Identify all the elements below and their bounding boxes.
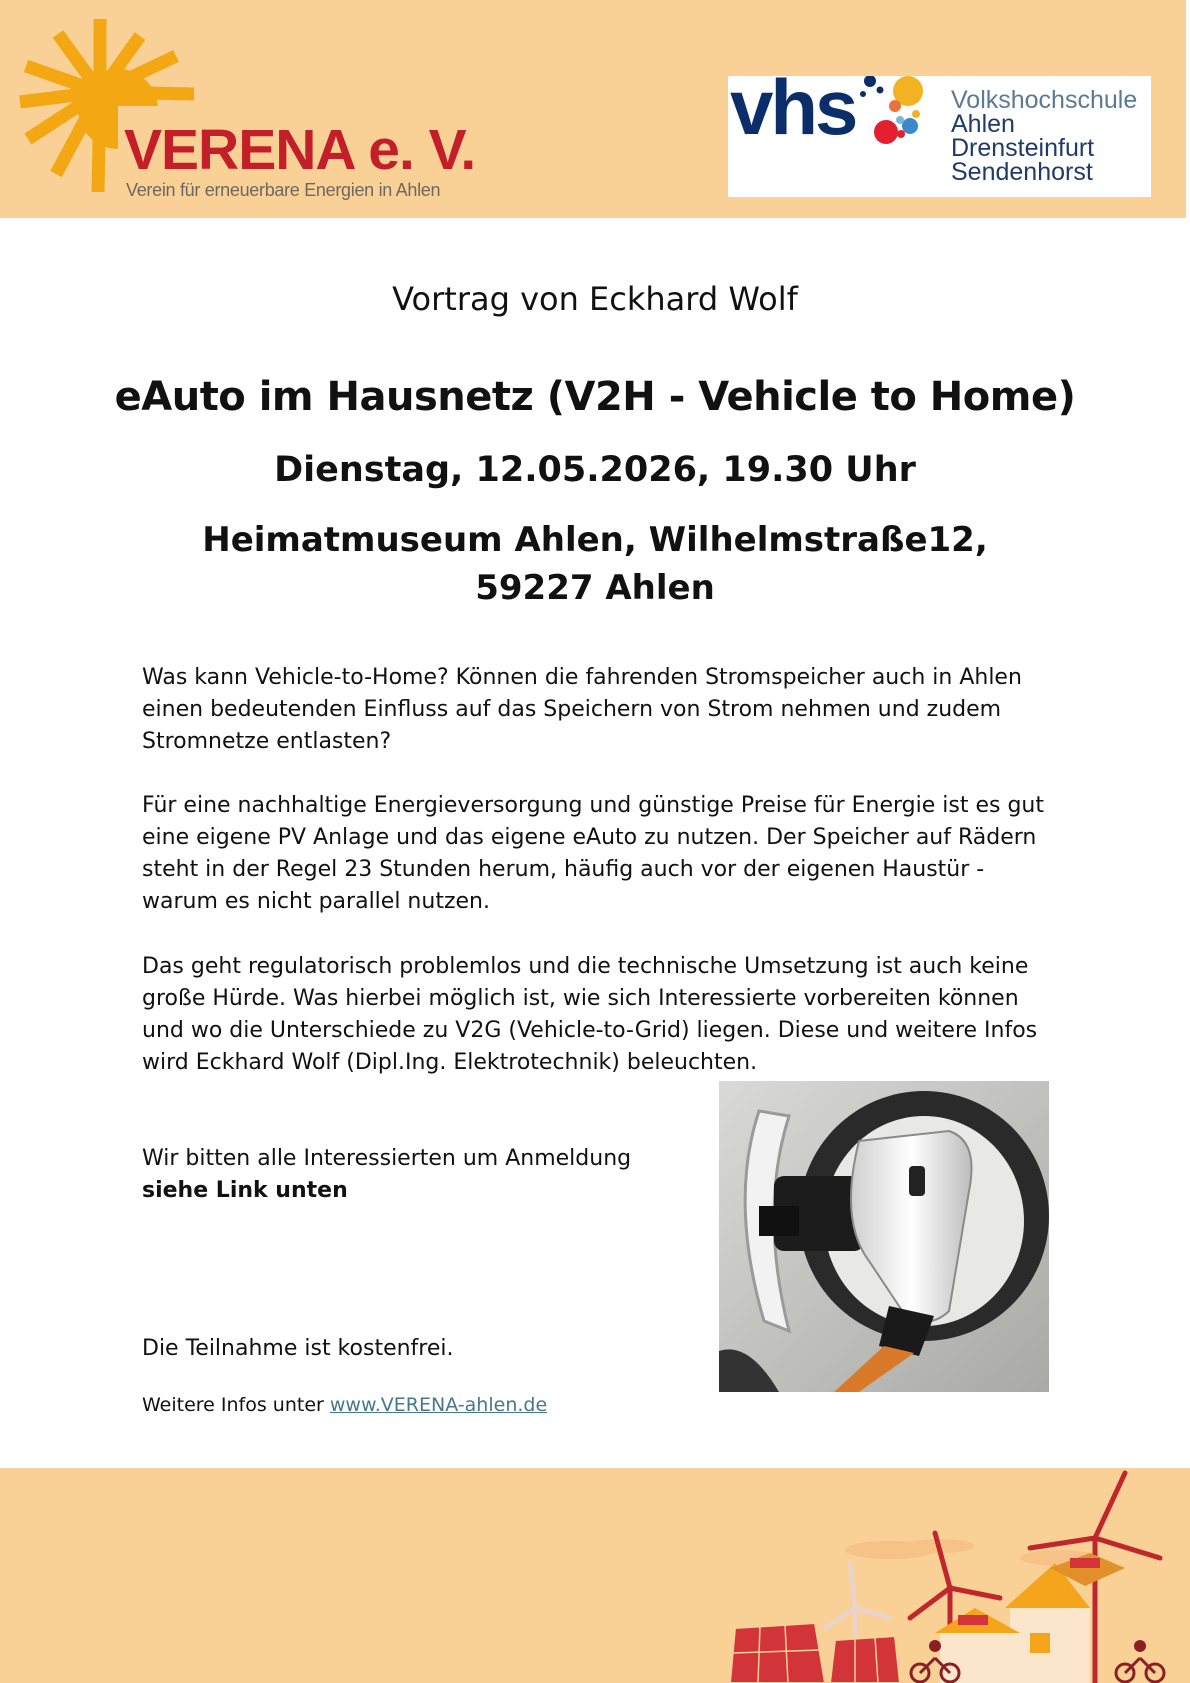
registration-text: Wir bitten alle Interessierten um Anmeldung — [142, 1146, 632, 1171]
vhs-dots-icon — [858, 76, 938, 151]
paragraph-motivation: Für eine nachhaltige Energieversorgung und günstige Preise für Energie ist es gut eine eigene PV Anlage und das eigene eAuto zu nutzen. Der Speicher auf Rädern steht in der Regel 23 Stunden herum, häufig auch vor der eigenen Haustür - warum es nicht parallel nutzen. — [142, 793, 1044, 914]
more-info — [142, 1394, 547, 1416]
registration-note — [142, 1143, 631, 1207]
event-location: Heimatmuseum Ahlen, Wilhelmstraße12, 59227 Ahlen — [202, 520, 988, 608]
vhs-institution-name — [951, 88, 1137, 184]
vhs-line-4: Sendenhorst — [951, 158, 1093, 186]
more-info-prefix: Weitere Infos unter — [142, 1394, 330, 1416]
renewable-energy-illustration — [730, 1468, 1190, 1683]
verena-logo — [18, 14, 478, 204]
footer-band — [0, 1468, 1190, 1683]
vhs-line-1: Volkshochschule — [951, 86, 1138, 114]
free-participation-note: Die Teilnahme ist kostenfrei. — [142, 1336, 454, 1361]
paragraph-details: Das geht regulatorisch problemlos und die technische Umsetzung ist auch keine große Hürde. Was hierbei möglich ist, wie sich Interessierte vorbereiten können und wo die Unterschiede zu V2G (Vehicle-to-Grid) liegen. Diese und weitere Infos wird Eckhard Wolf (Dipl.Ing. Elektrotechnik) beleuchten. — [142, 954, 1038, 1075]
vhs-line-3: Drensteinfurt — [951, 134, 1095, 162]
event-datetime: Dienstag, 12.05.2026, 19.30 Uhr — [274, 450, 916, 490]
verena-name: VERENA e. V. — [124, 118, 476, 182]
ev-charging-photo — [719, 1081, 1049, 1392]
vhs-line-2: Ahlen — [951, 110, 1015, 138]
vhs-word: vhs — [730, 63, 856, 151]
verena-website-link[interactable]: www.VERENA-ahlen.de — [329, 1394, 548, 1416]
paragraph-intro: Was kann Vehicle-to-Home? Können die fahrenden Stromspeicher auch in Ahlen einen bedeutenden Einfluss auf das Speichern von Strom nehmen und zudem Stromnetze entlasten? — [142, 665, 1022, 754]
registration-link-hint: siehe Link unten — [142, 1178, 348, 1203]
header-band — [0, 0, 1186, 218]
event-title: eAuto im Hausnetz (V2H - Vehicle to Home) — [114, 374, 1076, 420]
vhs-logo — [728, 63, 1151, 197]
verena-tagline: Verein für erneuerbare Energien in Ahlen — [126, 180, 441, 200]
speaker-line: Vortrag von Eckhard Wolf — [392, 280, 798, 318]
